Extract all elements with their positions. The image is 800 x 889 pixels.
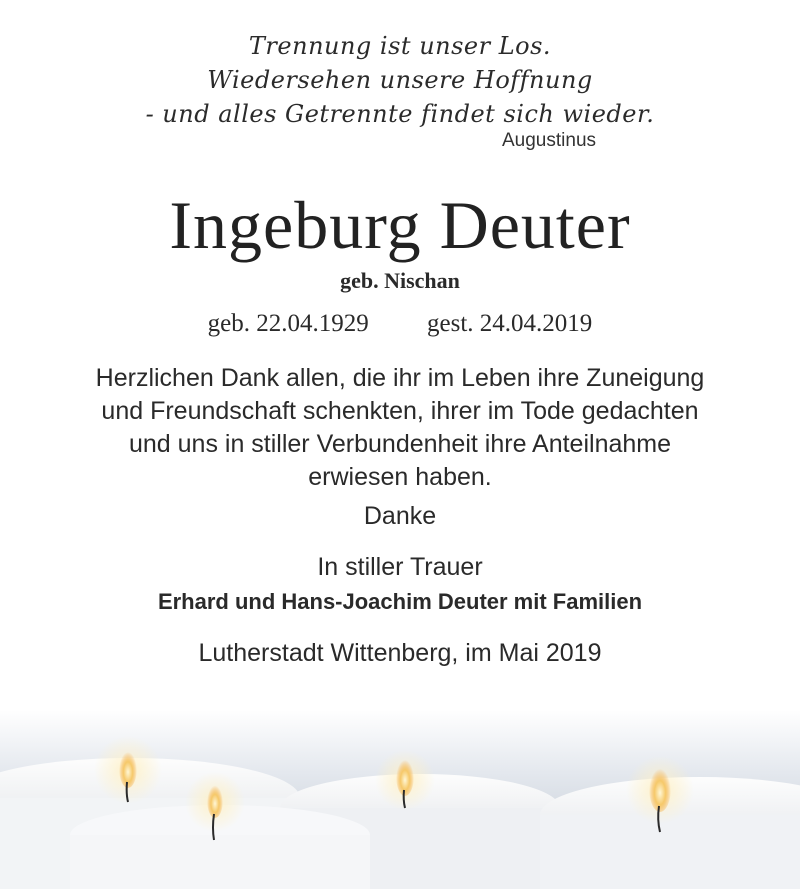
thanks-line-4: erwiesen haben. xyxy=(308,463,492,491)
birth-date: geb. 22.04.1929 xyxy=(207,310,369,337)
mourners-names: Erhard und Hans-Joachim Deuter mit Familien xyxy=(157,589,643,614)
deceased-name: Ingeburg Deuter xyxy=(169,187,631,263)
quote-line-3: - und alles Getrennte findet sich wieder. xyxy=(145,100,655,128)
birth-name: geb. Nischan xyxy=(340,268,460,293)
thanks-closing: Danke xyxy=(363,502,437,530)
quote-line-2: Wiedersehen unsere Hoffnung xyxy=(207,66,593,94)
thanks-line-3: und uns in stiller Verbundenheit ihre Anteilnahme xyxy=(128,430,672,458)
death-date: gest. 24.04.2019 xyxy=(427,310,593,337)
thanks-line-1: Herzlichen Dank allen, die ihr im Leben ihre Zuneigung xyxy=(95,364,705,392)
quote-line-1: Trennung ist unser Los. xyxy=(248,32,552,60)
candles-photo xyxy=(0,710,800,889)
life-dates xyxy=(0,310,800,338)
place-date: Lutherstadt Wittenberg, im Mai 2019 xyxy=(198,639,602,667)
quote-author: Augustinus xyxy=(502,130,597,151)
mourners-intro: In stiller Trauer xyxy=(317,553,483,581)
thanks-line-2: und Freundschaft schenkten, ihrer im Tode gedachten xyxy=(101,397,699,425)
